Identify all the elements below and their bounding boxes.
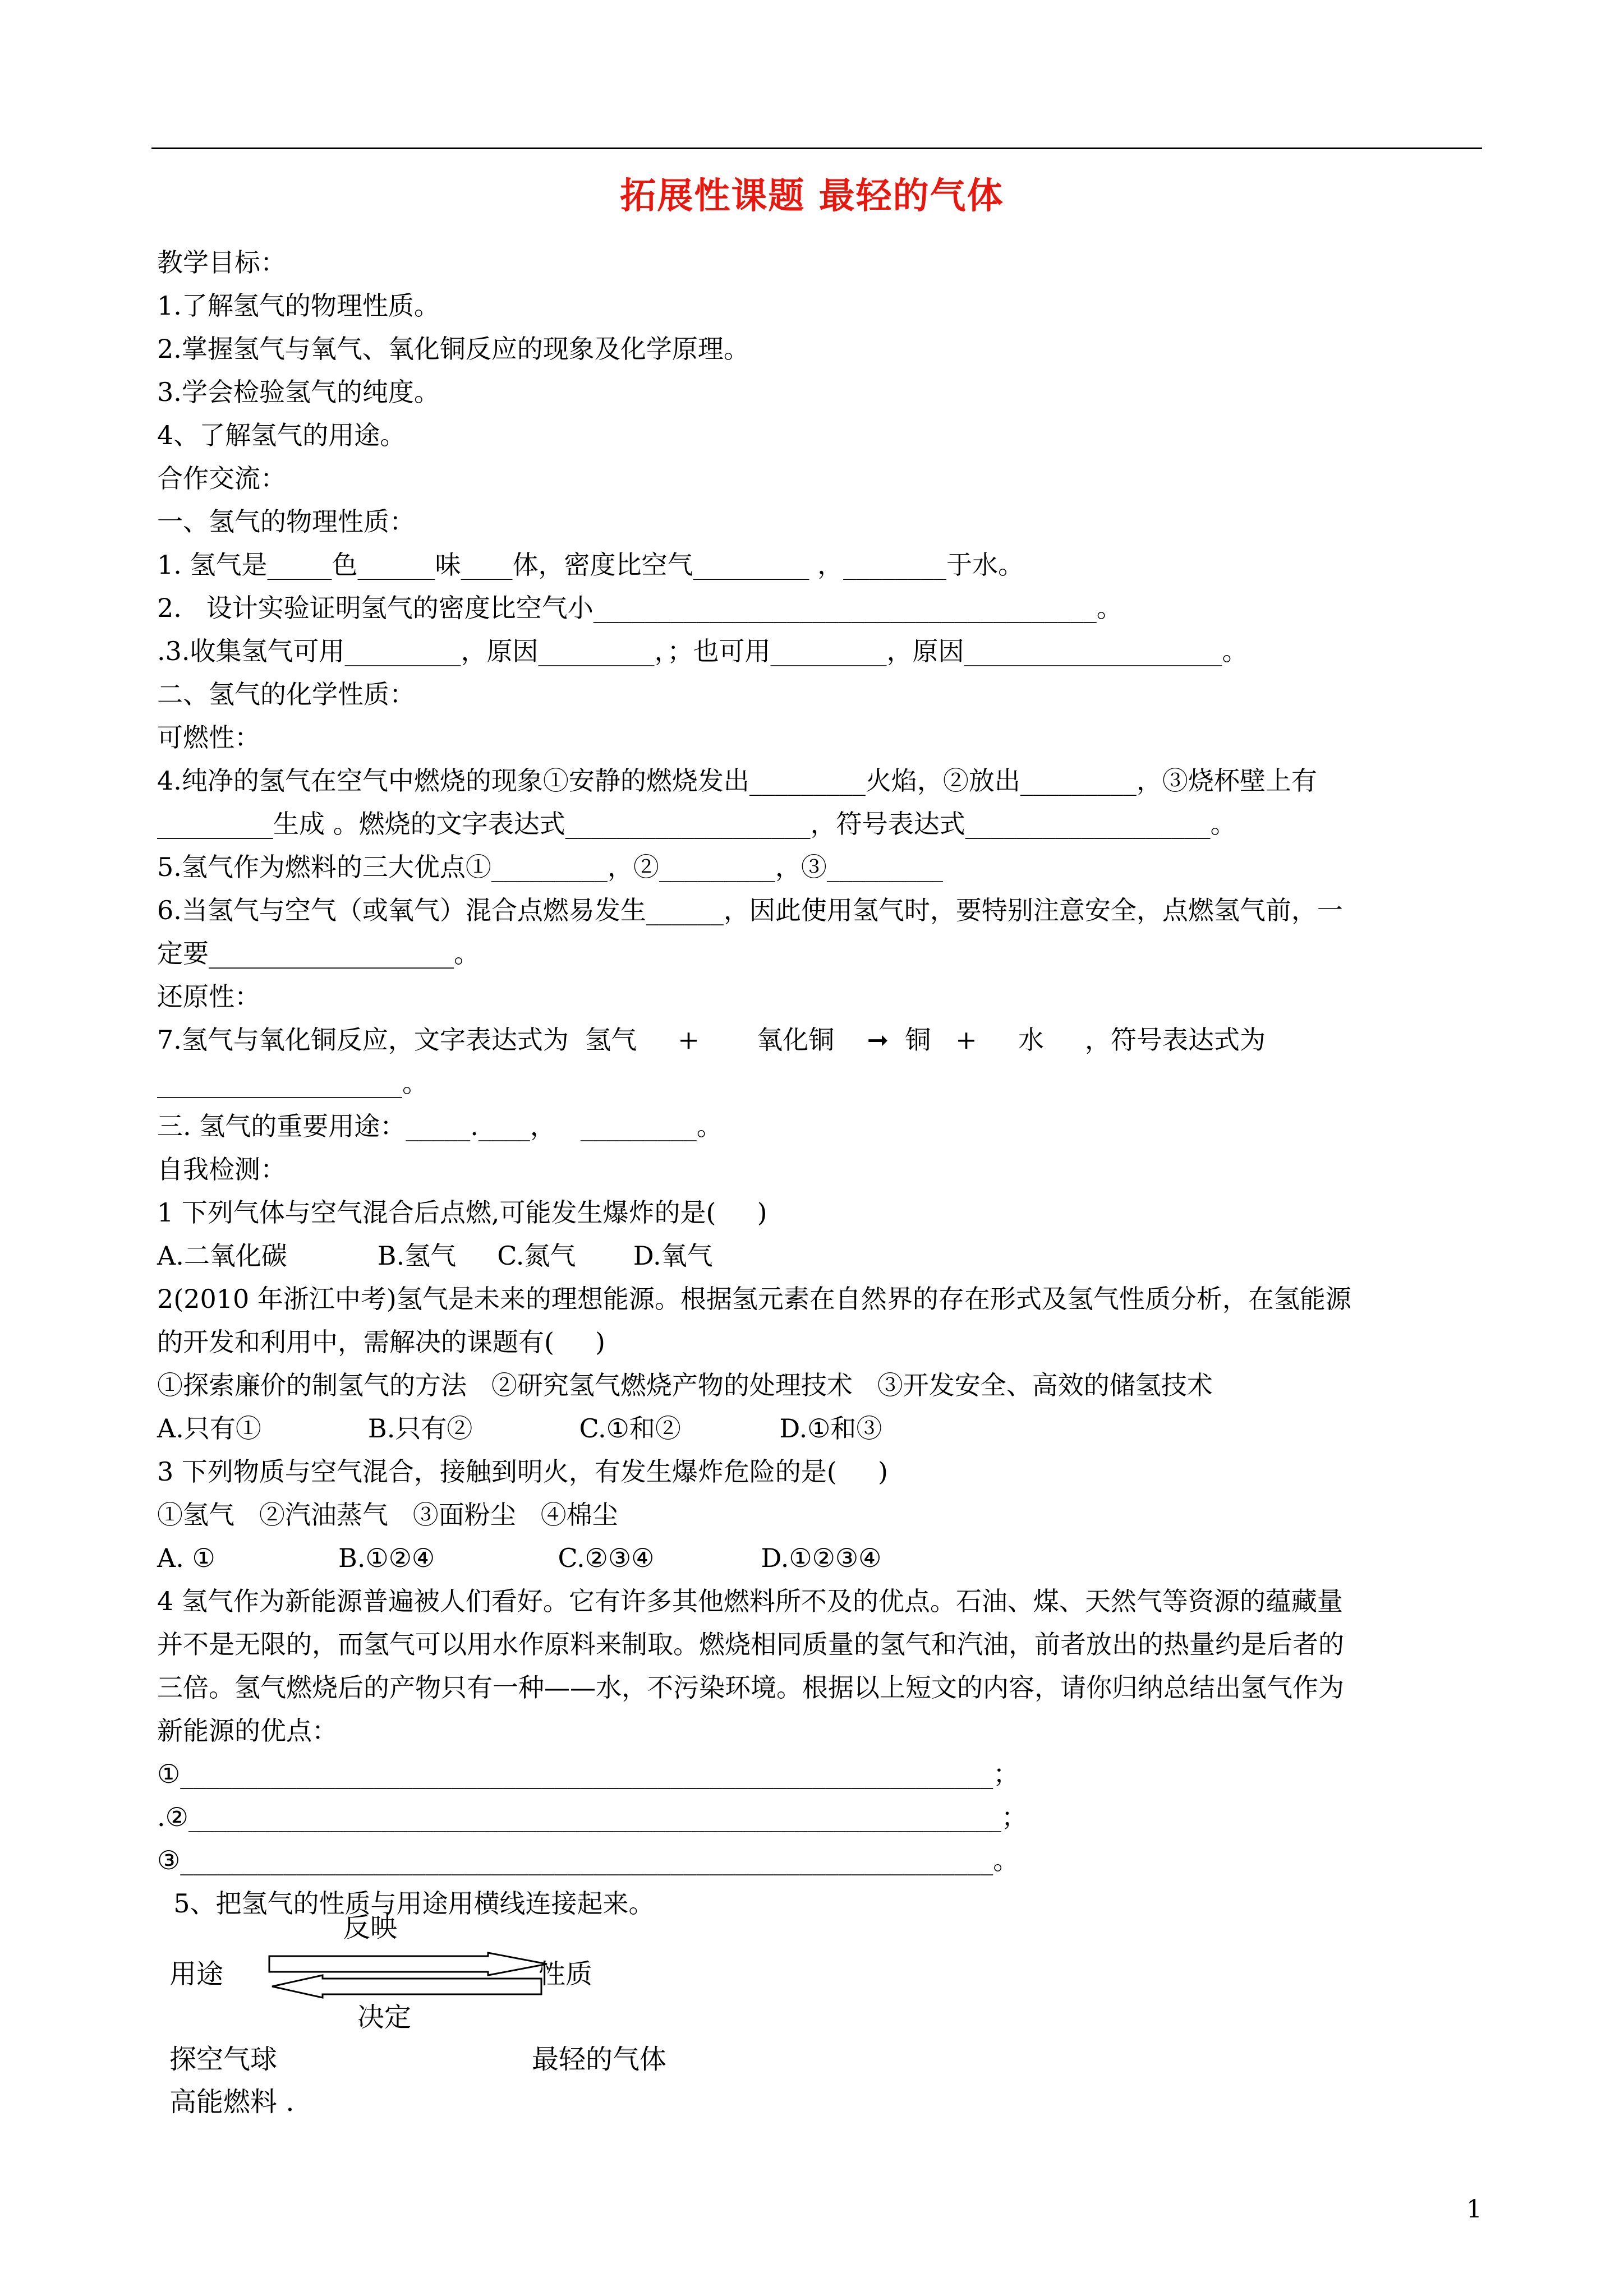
backward-arrow-icon <box>272 1975 541 1998</box>
question-stem: 2(2010 年浙江中考)氢气是未来的理想能源。根据氢元素在自然界的存在形式及氢气性质分析，在氢能源 <box>157 1284 1351 1314</box>
fill-in-item: .3.收集氢气可用_________，原因_________，；也可用_________，原因____________________。 <box>157 636 1248 666</box>
header-rule <box>151 147 1482 149</box>
goal-item: 4、了解氢气的用途。 <box>157 420 406 450</box>
subsection-heading-physical: 一、氢气的物理性质： <box>157 506 415 537</box>
goal-item: 3.学会检验氢气的纯度。 <box>157 377 440 407</box>
question-stem: 的开发和利用中，需解决的课题有( ) <box>157 1327 606 1357</box>
question-stem: 5、把氢气的性质与用途用横线连接起来。 <box>157 1888 655 1919</box>
goal-item: 2.掌握氢气与氧气、氧化铜反应的现象及化学原理。 <box>157 334 749 364</box>
subsection-heading-chemical: 二、氢气的化学性质： <box>157 679 415 709</box>
fill-in-item: 定要___________________。 <box>157 938 480 969</box>
fill-in-item: ___________________。 <box>157 1068 428 1098</box>
question-options: A. ① B.①②④ C.②③④ D.①②③④ <box>157 1543 882 1573</box>
use-item: 高能燃料 . <box>169 2086 295 2118</box>
fill-in-item: 5.氢气作为燃料的三大优点①_________，②_________，③_________ <box>157 852 943 882</box>
property-item: 最轻的气体 <box>532 2044 667 2075</box>
subsection-heading-reducibility: 还原性： <box>157 981 260 1012</box>
diagram-label-property: 性质 <box>539 1958 593 1990</box>
answer-blank-line: .②_______________________________________________________________； <box>157 1802 1027 1832</box>
question-options: A.二氧化碳 B.氢气 C.氮气 D.氧气 <box>157 1241 713 1271</box>
question-statements: ①氢气 ②汽油蒸气 ③面粉尘 ④棉尘 <box>157 1500 618 1530</box>
diagram-label-determine: 决定 <box>357 2002 412 2033</box>
fill-in-item: 2. 设计实验证明氢气的密度比空气小_______________________________________。 <box>157 593 1122 623</box>
worksheet-body <box>157 241 1487 1925</box>
section-heading-cooperation: 合作交流： <box>157 463 286 494</box>
goal-item: 1.了解氢气的物理性质。 <box>157 291 440 321</box>
page-title: 拓展性课题 最轻的气体 <box>620 175 1004 217</box>
question-stem: 3 下列物质与空气混合，接触到明火，有发生爆炸危险的是( ) <box>157 1456 888 1487</box>
fill-in-item: 4.纯净的氢气在空气中燃烧的现象①安静的燃烧发出_________火焰，②放出_________，③烧杯壁上有 <box>157 766 1317 796</box>
passage-line: 并不是无限的，而氢气可以用水作原料来制取。燃烧相同质量的氢气和汽油，前者放出的热量约是后者的 <box>157 1629 1344 1659</box>
fill-in-item: _________生成 。燃烧的文字表达式___________________，符号表达式___________________。 <box>157 809 1236 839</box>
fill-in-item: 6.当氢气与空气（或氧气）混合点燃易发生______，因此使用氢气时，要特别注意安全，点燃氢气前，一 <box>157 895 1343 925</box>
use-item: 探空气球 <box>169 2044 278 2075</box>
fill-in-item: 三. 氢气的重要用途：_____.____， _________。 <box>157 1111 723 1141</box>
subsection-heading-combustibility: 可燃性： <box>157 722 260 753</box>
diagram-double-arrow <box>264 1952 555 2002</box>
fill-in-item: 7.氢气与氧化铜反应，文字表达式为 氢气 + 氧化铜 ➞ 铜 + 水 ，符号表达式为 <box>157 1025 1266 1055</box>
forward-arrow-icon <box>269 1953 547 1975</box>
answer-blank-line: ①_______________________________________________________________； <box>157 1759 1019 1789</box>
diagram-label-reflect: 反映 <box>343 1912 398 1943</box>
section-heading-self-test: 自我检测： <box>157 1154 286 1184</box>
question-options: A.只有① B.只有② C.①和② D.①和③ <box>157 1413 882 1444</box>
passage-line: 4 氢气作为新能源普遍被人们看好。它有许多其他燃料所不及的优点。石油、煤、天然气等资源的蕴藏量 <box>157 1586 1343 1616</box>
passage-line: 新能源的优点： <box>157 1716 338 1746</box>
question-stem: 1 下列气体与空气混合后点燃,可能发生爆炸的是( ) <box>157 1197 767 1228</box>
question-statements: ①探索廉价的制氢气的方法 ②研究氢气燃烧产物的处理技术 ③开发安全、高效的储氢技术 <box>157 1370 1213 1400</box>
answer-blank-line: ③_______________________________________________________________。 <box>157 1845 1019 1875</box>
section-heading-goals: 教学目标： <box>157 247 286 278</box>
page-number: 1 <box>1466 2195 1482 2224</box>
passage-line: 三倍。氢气燃烧后的产物只有一种——水，不污染环境。根据以上短文的内容，请你归纳总结出氢气作为 <box>157 1672 1344 1703</box>
fill-in-item: 1. 氢气是_____色______味____体，密度比空气_________ ，________于水。 <box>157 550 1024 580</box>
diagram-label-use: 用途 <box>169 1958 224 1990</box>
